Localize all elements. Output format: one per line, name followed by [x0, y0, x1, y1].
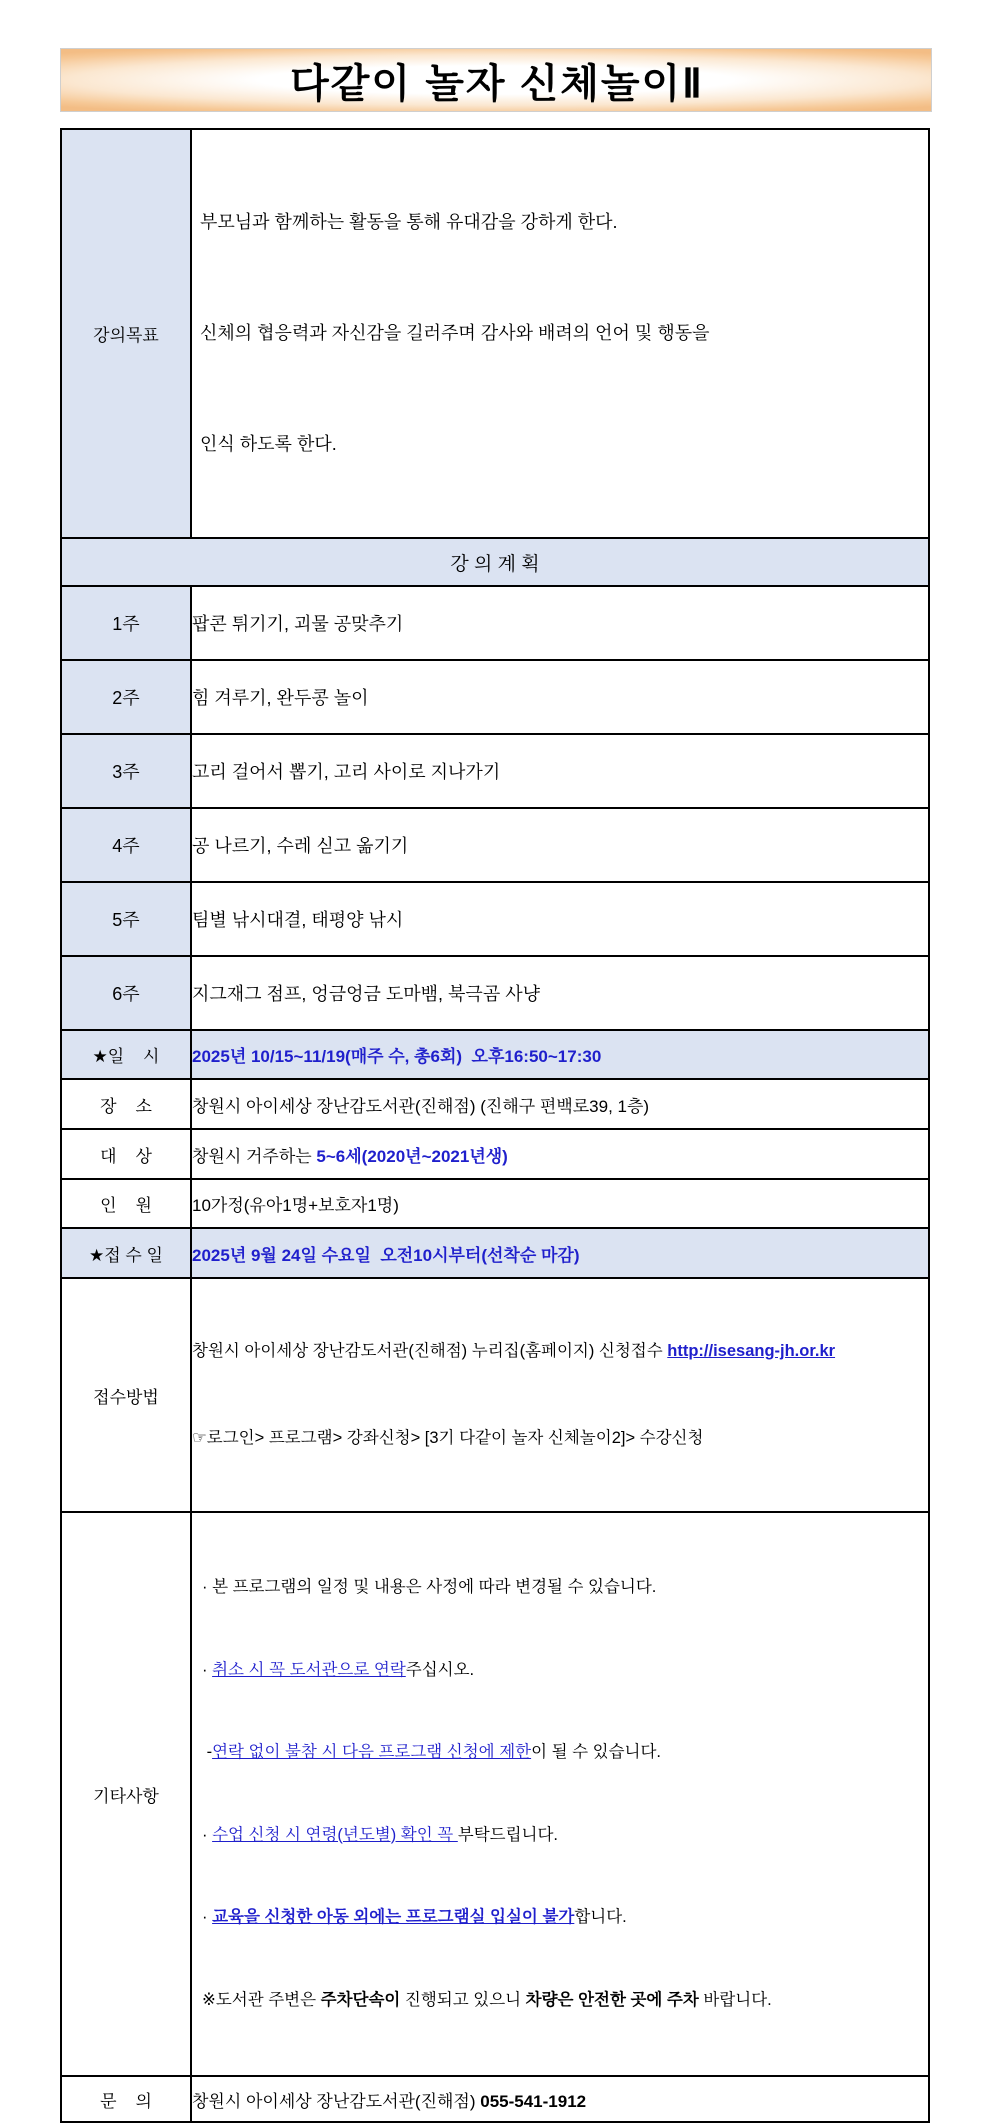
other-notes-content [191, 1512, 929, 2076]
plan-header: 강 의 계 획 [61, 538, 929, 586]
note-line-2 [202, 1657, 920, 1685]
note-4-highlight: 수업 신청 시 연령(년도별) 확인 꼭 [212, 1825, 458, 1844]
course-goal-line-2: 신체의 협응력과 자신감을 길러주며 감사와 배려의 언어 및 행동을 [200, 323, 710, 343]
row-schedule [61, 1030, 929, 1079]
schedule-value-cell [191, 1030, 929, 1079]
week-6-activity: 지그재그 점프, 엉금엉금 도마뱀, 북극곰 사냥 [191, 956, 929, 1030]
note-3-dash: - [202, 1743, 213, 1761]
registration-website-link[interactable]: http://isesang-jh.or.kr [667, 1342, 836, 1360]
target-label: 대 상 [61, 1129, 191, 1179]
row-target-audience [61, 1129, 929, 1179]
row-week-5 [61, 882, 929, 956]
row-other-notes [61, 1512, 929, 2076]
row-registration-method [61, 1278, 929, 1512]
course-goal-line-1: 부모님과 함께하는 활동을 통해 유대감을 강하게 한다. [200, 212, 618, 232]
capacity-label: 인 원 [61, 1179, 191, 1228]
week-1-label: 1주 [61, 586, 191, 660]
target-value-prefix: 창원시 거주하는 [192, 1146, 317, 1166]
inquiry-phone-number: 055-541-1912 [480, 2091, 587, 2111]
note-5-bullet: · [202, 1908, 213, 1926]
week-5-label: 5주 [61, 882, 191, 956]
note-line-4 [202, 1822, 920, 1850]
row-plan-header [61, 538, 929, 586]
course-goal-label: 강의목표 [61, 129, 191, 538]
row-week-1 [61, 586, 929, 660]
note-6-bold-2: 차량은 안전한 곳에 주차 [525, 1990, 699, 2009]
page-title-roman-numeral: Ⅱ [682, 60, 702, 106]
schedule-label: ★일 시 [61, 1030, 191, 1079]
note-2-bullet: · [202, 1660, 213, 1679]
week-5-activity: 팀별 낚시대결, 태평양 낚시 [191, 882, 929, 956]
registration-method-label: 접수방법 [61, 1278, 191, 1512]
program-info-table [60, 128, 930, 2123]
note-line-1 [202, 1574, 920, 1602]
page-title-text: 다같이 놀자 신체놀이 [290, 61, 683, 106]
registration-date-value-cell [191, 1228, 929, 1278]
row-week-3 [61, 734, 929, 808]
week-4-activity: 공 나르기, 수레 싣고 옮기기 [191, 808, 929, 882]
location-label: 장 소 [61, 1079, 191, 1129]
registration-method-text: 창원시 아이세상 장난감도서관(진해점) 누리집(홈페이지) 신청접수 [192, 1342, 668, 1360]
registration-date-label: ★접 수 일 [61, 1228, 191, 1278]
course-goal-content [191, 129, 929, 538]
note-1-text: · 본 프로그램의 일정 및 내용은 사정에 따라 변경될 수 있습니다. [202, 1578, 657, 1596]
registration-date-value: 2025년 9월 24일 수요일 오전10시부터(선착순 마감) [192, 1245, 580, 1265]
note-6-bold-1: 주차단속이 [320, 1990, 401, 2009]
week-3-label: 3주 [61, 734, 191, 808]
note-6-text-2: 진행되고 있으니 [400, 1990, 526, 2009]
note-3-text: 이 될 수 있습니다. [531, 1743, 662, 1761]
week-1-activity: 팝콘 튀기기, 괴물 공맞추기 [191, 586, 929, 660]
row-week-6 [61, 956, 929, 1030]
inquiry-organization: 창원시 아이세상 장난감도서관(진해점) [192, 2091, 481, 2111]
note-5-text: 합니다. [574, 1908, 627, 1926]
note-6-text-1: ※도서관 주변은 [202, 1990, 321, 2009]
note-line-5 [202, 1904, 920, 1932]
inquiry-value-cell [191, 2076, 929, 2122]
note-line-3 [202, 1739, 920, 1767]
row-registration-date [61, 1228, 929, 1278]
note-6-text-3: 바랍니다. [698, 1990, 772, 2009]
note-2-text: 주십시오. [405, 1660, 475, 1679]
location-value: 창원시 아이세상 장난감도서관(진해점) (진해구 편백로39, 1층) [191, 1079, 929, 1129]
note-3-highlight: 연락 없이 불참 시 다음 프로그램 신청에 제한 [212, 1743, 532, 1761]
target-value-age-range: 5~6세(2020년~2021년생) [316, 1146, 508, 1166]
schedule-value: 2025년 10/15~11/19(매주 수, 총6회) 오후16:50~17:30 [192, 1047, 602, 1066]
row-capacity [61, 1179, 929, 1228]
note-5-highlight: 교육을 신청한 아동 외에는 프로그램실 입실이 불가 [212, 1908, 575, 1926]
week-4-label: 4주 [61, 808, 191, 882]
week-2-label: 2주 [61, 660, 191, 734]
row-location [61, 1079, 929, 1129]
note-4-text: 부탁드립니다. [457, 1825, 559, 1844]
other-notes-label: 기타사항 [61, 1512, 191, 2076]
week-3-activity: 고리 걸어서 뽑기, 고리 사이로 지나가기 [191, 734, 929, 808]
note-line-6 [202, 1987, 920, 2015]
row-inquiry [61, 2076, 929, 2122]
registration-method-line-2 [192, 1424, 928, 1453]
capacity-value: 10가정(유아1명+보호자1명) [191, 1179, 929, 1228]
week-6-label: 6주 [61, 956, 191, 1030]
note-4-bullet: · [202, 1825, 213, 1844]
note-2-highlight: 취소 시 꼭 도서관으로 연락 [212, 1660, 406, 1679]
title-banner [60, 48, 932, 112]
registration-method-line-1 [192, 1337, 928, 1366]
row-week-4 [61, 808, 929, 882]
pointing-hand-icon: ☞ [192, 1429, 207, 1447]
registration-method-content [191, 1278, 929, 1512]
registration-method-steps: 로그인> 프로그램> 강좌신청> [3기 다같이 놀자 신체놀이2]> 수강신청 [206, 1429, 704, 1447]
page-title [290, 52, 702, 109]
inquiry-label: 문 의 [61, 2076, 191, 2122]
row-week-2 [61, 660, 929, 734]
week-2-activity: 힘 겨루기, 완두콩 놀이 [191, 660, 929, 734]
target-value-cell [191, 1129, 929, 1179]
row-course-goal [61, 129, 929, 538]
course-goal-line-3: 인식 하도록 한다. [200, 434, 337, 454]
